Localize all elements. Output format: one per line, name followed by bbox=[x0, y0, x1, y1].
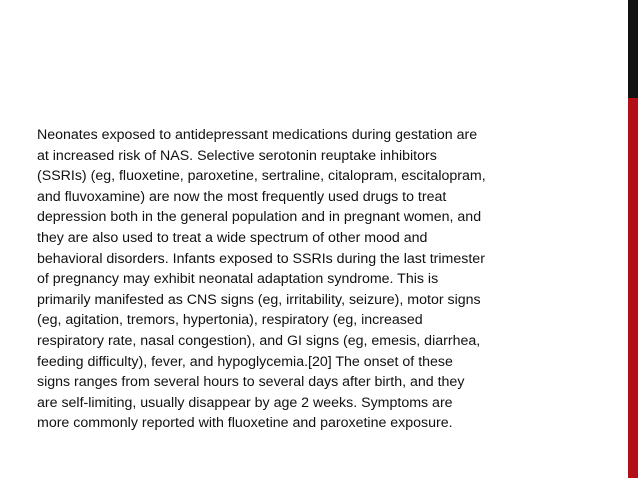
accent-bar-red bbox=[628, 98, 638, 478]
accent-bar-dark bbox=[628, 0, 638, 98]
slide-body-text: Neonates exposed to antidepressant medications during gestation are at increased risk of NAS. Selective serotonin reuptake inhibitors (SSRIs) (eg, fluoxetine, paroxetine, sertraline, citalopram, escitalopram, and fluvoxamine) are now the most frequently used drugs to treat depression both in the general population and in pregnant women, and they are also used to treat a wide spectrum of other mood and behavioral disorders. Infants exposed to SSRIs during the last trimester of pregnancy may exhibit neonatal adaptation syndrome. This is primarily manifested as CNS signs (eg, irritability, seizure), motor signs (eg, agitation, tremors, hypertonia), respiratory (eg, increased respiratory rate, nasal congestion), and GI signs (eg, emesis, diarrhea, feeding difficulty), fever, and hypoglycemia.[20] The onset of these signs ranges from several hours to several days after birth, and they are self-limiting, usually disappear by age 2 weeks. Symptoms are more commonly reported with fluoxetine and paroxetine exposure. bbox=[37, 127, 486, 432]
